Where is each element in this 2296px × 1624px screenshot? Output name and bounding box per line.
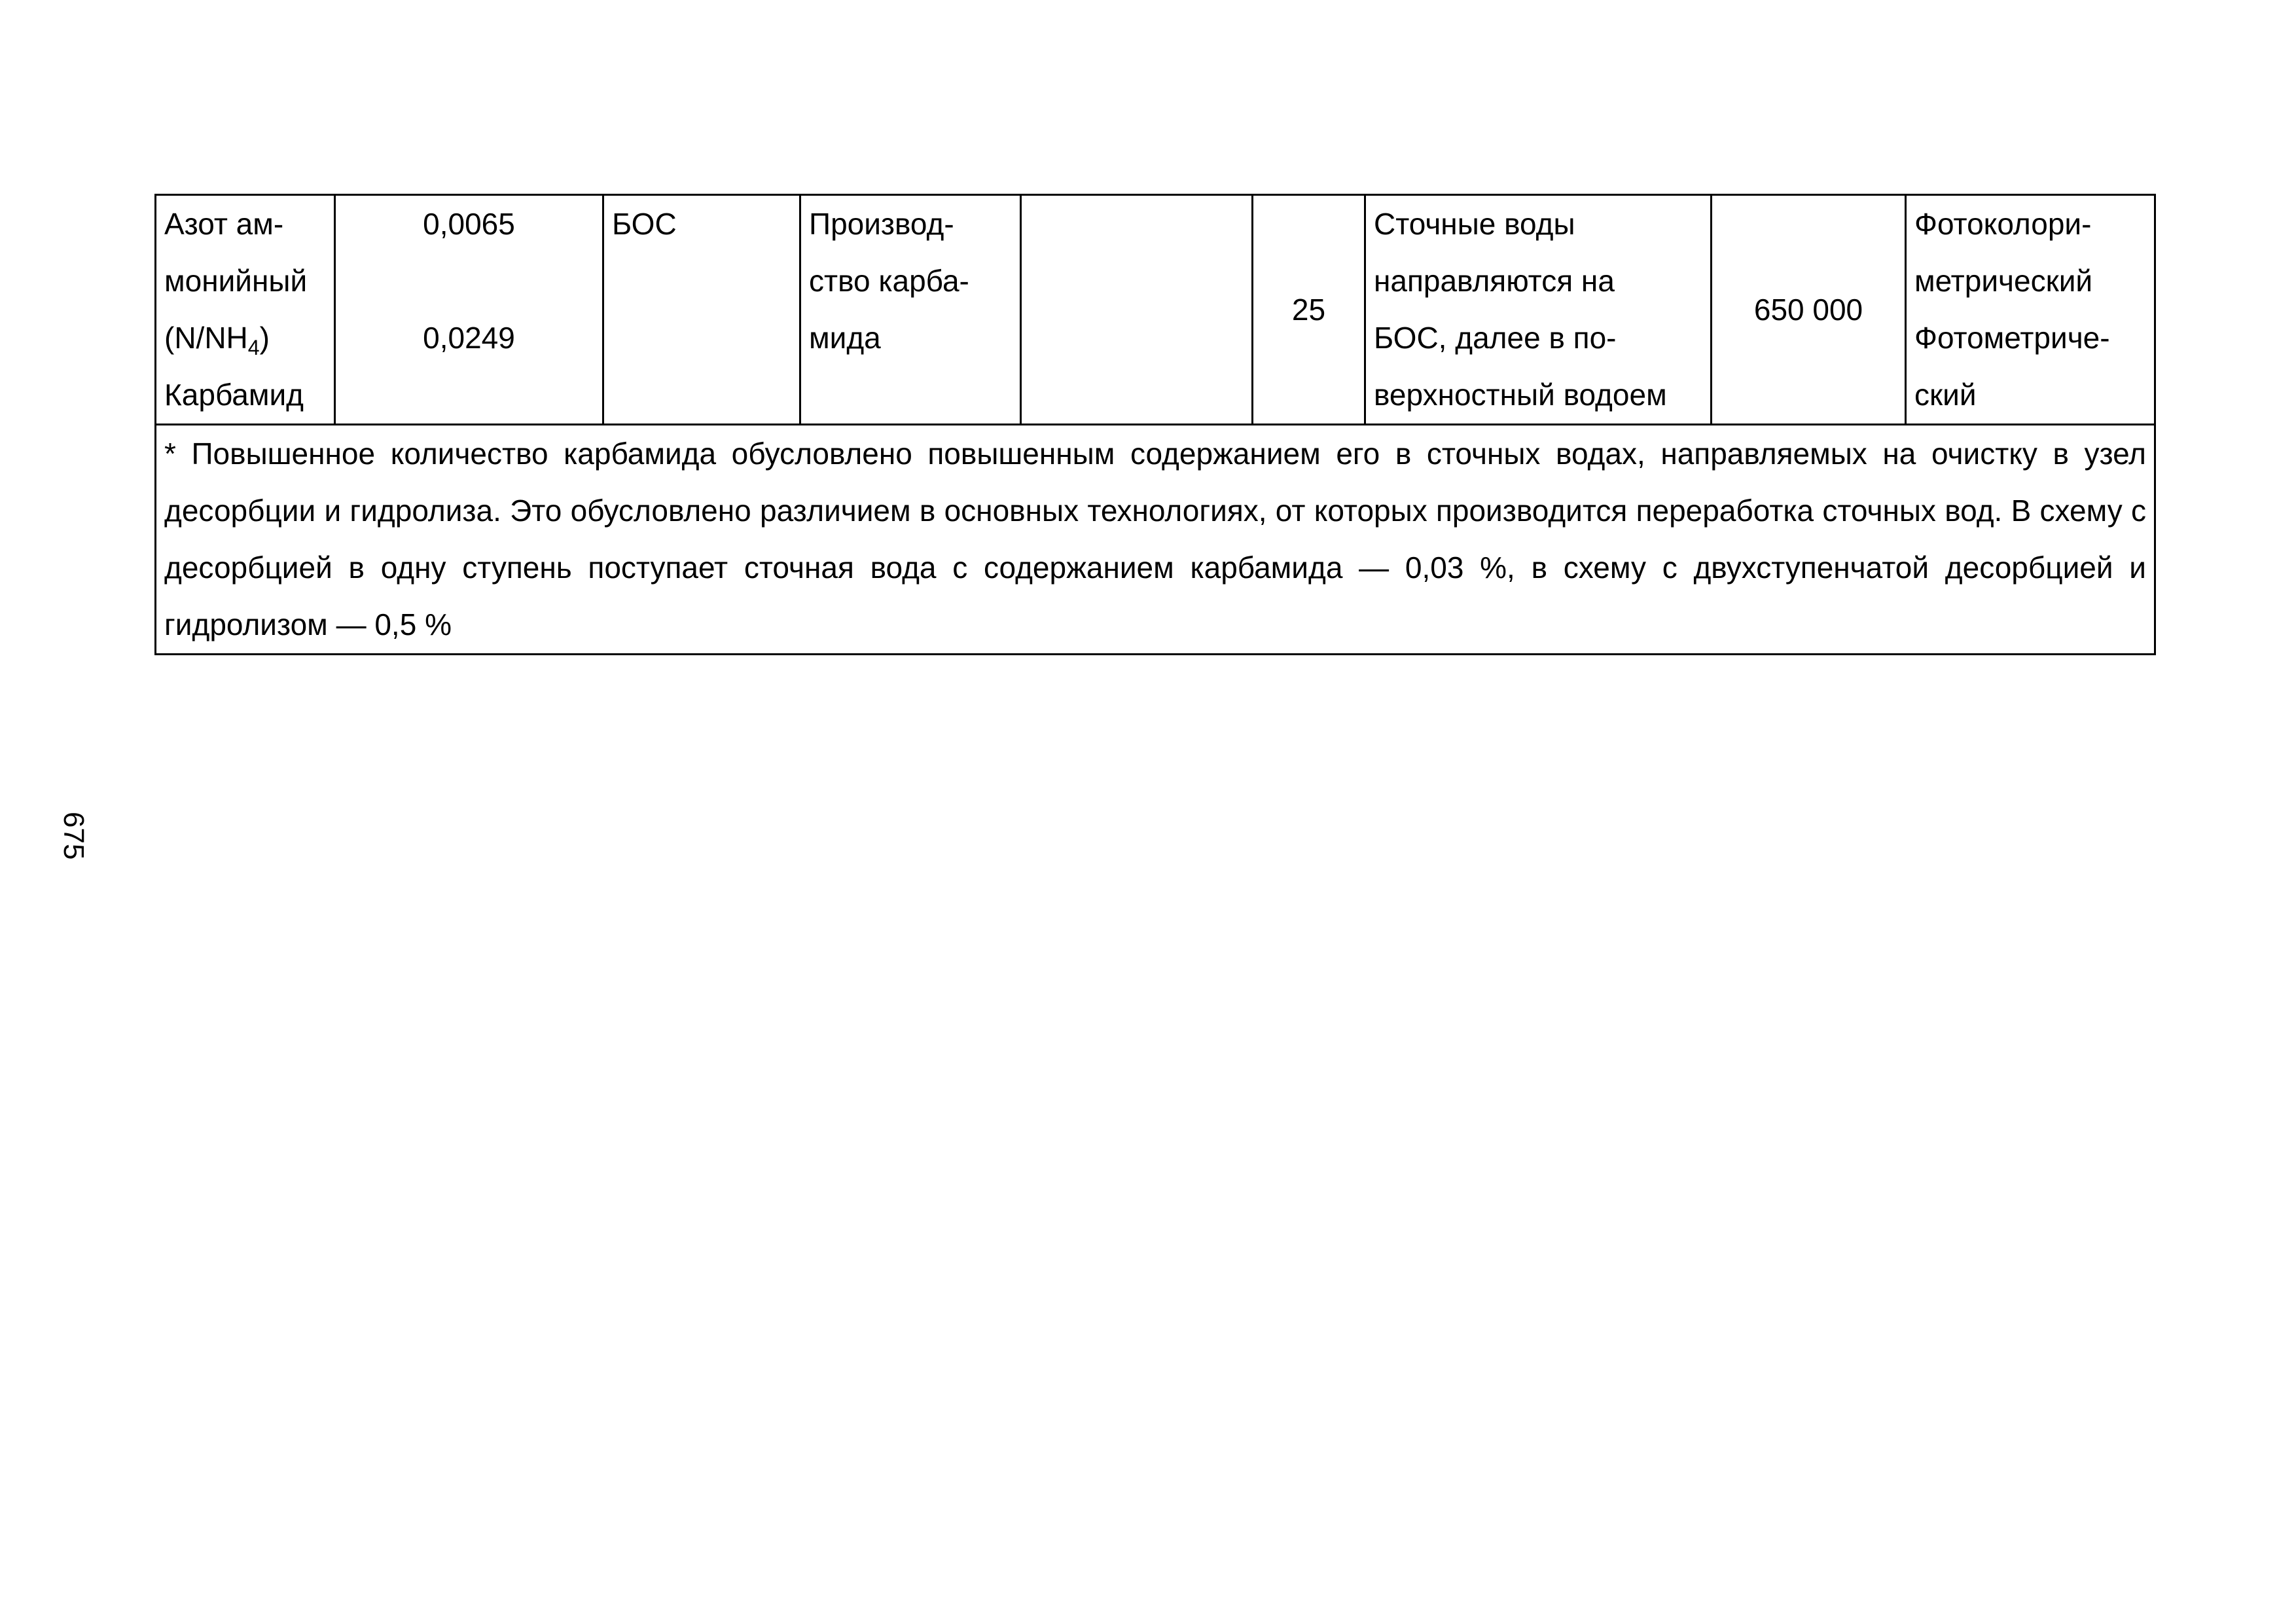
volume-cell: 650 000 (1712, 195, 1906, 425)
page-number: 675 (58, 812, 90, 860)
treatment-cell: БОС (603, 195, 800, 425)
method-line: метрический (1914, 264, 2093, 298)
production-cell (800, 195, 1021, 425)
discharge-line: БОС, далее в по- (1374, 321, 1617, 355)
production-line: Производ- (809, 207, 954, 241)
production-line: ство карба- (809, 264, 969, 298)
method-line: ский (1914, 378, 1977, 412)
number-cell: 25 (1253, 195, 1365, 425)
production-line: мида (809, 321, 881, 355)
footnote-row (156, 425, 2155, 655)
footnote: * Повышенное количество карбамида обусловлено повышенным содержанием его в сточных водах, направляемых на очистку в узел десорбции и гидролиза. Это обусловлено различием в основных технологиях, от которых производится переработка сточных вод. В схему с десорбцией в одну ступень поступает сточная вода с содержанием карбамида — 0,03 %, в схему с двухступенчатой десорбцией и гидролизом — 0,5 % (156, 425, 2155, 655)
value-nitrogen: 0,0065 (423, 207, 515, 241)
empty-cell (1021, 195, 1253, 425)
substance-line: Азот ам- (164, 207, 284, 241)
discharge-line: верхностный водоем (1374, 378, 1667, 412)
value-urea: 0,0249 (423, 321, 515, 355)
method-line: Фотоколори- (1914, 207, 2092, 241)
method-line: Фотометриче- (1914, 321, 2110, 355)
values-cell (335, 195, 603, 425)
table-row (156, 195, 2155, 425)
discharge-cell (1365, 195, 1712, 425)
discharge-line: Сточные воды (1374, 207, 1575, 241)
substance-cell (156, 195, 335, 425)
substance-line: Карбамид (164, 378, 304, 412)
substance-line: монийный (164, 264, 308, 298)
method-cell (1906, 195, 2155, 425)
discharge-line: направляются на (1374, 264, 1615, 298)
substance-formula: $(N/NH_4)$ (164, 321, 270, 360)
data-table (154, 194, 2156, 655)
